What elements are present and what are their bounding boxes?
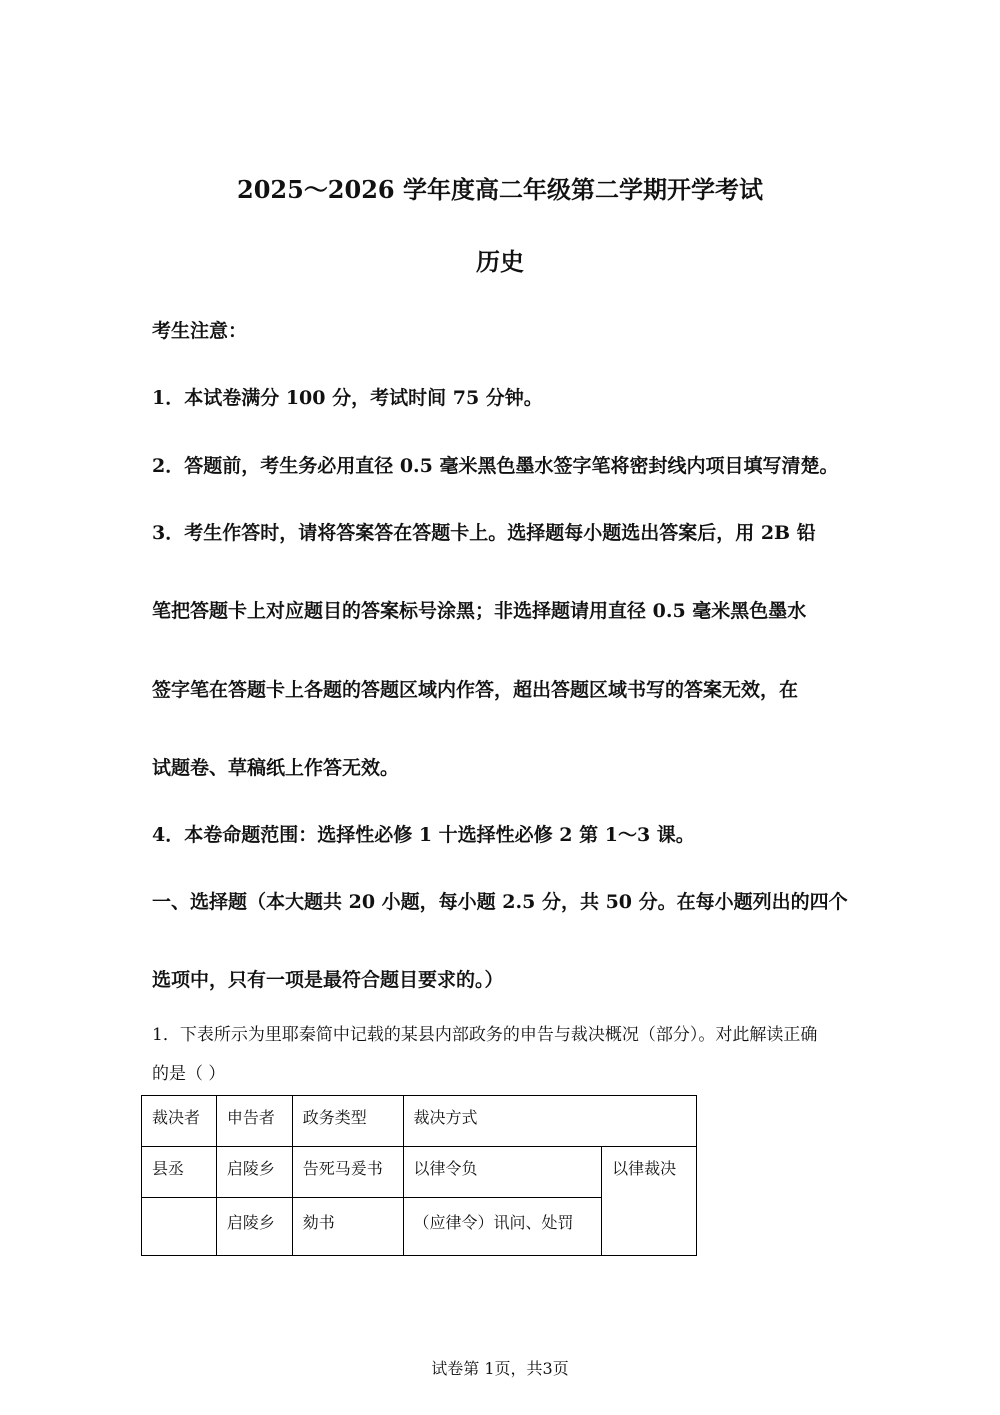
question-1-stem-line1: 1．下表所示为里耶秦简中记载的某县内部政务的申告与裁决概况（部分）。对此解读正确 <box>152 1025 818 1045</box>
table-cell: 告死马爰书 <box>292 1147 403 1198</box>
question-1-table <box>141 1095 697 1256</box>
notice-item-3-cont-2: 签字笔在答题卡上各题的答题区域内作答，超出答题区域书写的答案无效，在 <box>152 679 799 701</box>
table-cell: 以律裁决 <box>602 1147 697 1256</box>
notice-item-3-cont-3: 试题卷、草稿纸上作答无效。 <box>152 757 400 779</box>
table-cell: 启陵乡 <box>216 1198 292 1256</box>
notice-item-3: 3．考生作答时，请将答案答在答题卡上。选择题每小题选出答案后，用 2B 铅 <box>152 522 816 544</box>
notice-item-3-cont-1: 笔把答题卡上对应题目的答案标号涂黑；非选择题请用直径 0.5 毫米黑色墨水 <box>152 600 807 622</box>
table-row <box>142 1147 697 1198</box>
table-cell: （应律令）讯问、处罚 <box>403 1198 602 1256</box>
notice-item-1: 1．本试卷满分 100 分，考试时间 75 分钟。 <box>152 387 543 409</box>
table-header-cell: 裁决方式 <box>403 1096 696 1147</box>
table-cell: 劾书 <box>292 1198 403 1256</box>
notice-item-2: 2．答题前，考生务必用直径 0.5 毫米黑色墨水签字笔将密封线内项目填写清楚。 <box>152 455 839 477</box>
question-1-stem-line2: 的是（ ） <box>152 1064 226 1084</box>
section-heading-line1: 一、选择题（本大题共 20 小题，每小题 2.5 分，共 50 分。在每小题列出的四个 <box>152 891 848 913</box>
subject-title: 历史 <box>476 247 524 276</box>
table-header-cell: 政务类型 <box>292 1096 403 1147</box>
section-heading-line2: 选项中，只有一项是最符合题目要求的。） <box>152 969 504 991</box>
table-cell: 启陵乡 <box>216 1147 292 1198</box>
table-cell <box>142 1198 217 1256</box>
notice-heading: 考生注意： <box>152 320 248 342</box>
table-header-cell: 裁决者 <box>142 1096 217 1147</box>
notice-item-4: 4．本卷命题范围：选择性必修 1 十选择性必修 2 第 1～3 课。 <box>152 824 695 846</box>
table-header-cell: 申告者 <box>216 1096 292 1147</box>
table-cell: 以律令负 <box>403 1147 602 1198</box>
exam-title: 2025～2026 学年度高二年级第二学期开学考试 <box>237 175 763 204</box>
table-header-row <box>142 1096 697 1147</box>
table-cell: 县丞 <box>142 1147 217 1198</box>
page-footer: 试卷第 1页，共3页 <box>431 1359 569 1378</box>
